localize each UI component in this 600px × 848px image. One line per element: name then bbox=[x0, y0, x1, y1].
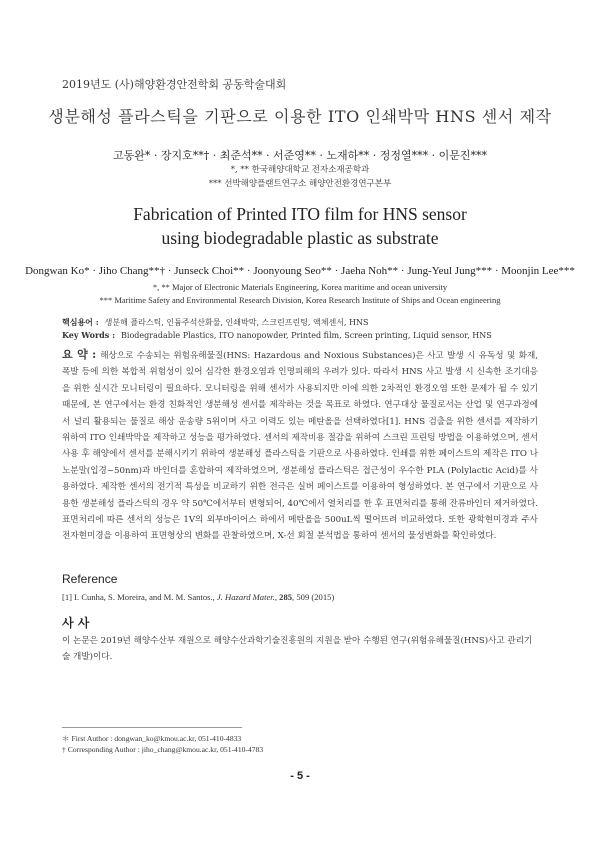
reference-prefix: [1] I. Cunha, S. Moreira, and M. M. Santos., bbox=[62, 592, 217, 602]
english-keywords bbox=[62, 330, 492, 340]
english-title-line-2: using biodegradable plastic as substrate bbox=[161, 228, 439, 248]
korean-keywords bbox=[62, 317, 368, 328]
page-number: - 5 - bbox=[290, 770, 310, 782]
footnote-first-author: ＊ First Author : dongwan_ko@kmou.ac.kr, 051-410-4833 bbox=[62, 734, 242, 743]
conference-header: 2019년도 (사)해양환경안전학회 공동학술대회 bbox=[62, 78, 287, 91]
english-authors: Dongwan Ko* · Jiho Chang**† · Junseck Choi** · Joonyoung Seo** · Jaeha Noh** · Jung-Yeul Jung*** · Moonjin Lee*** bbox=[25, 265, 575, 277]
english-title bbox=[0, 202, 600, 250]
korean-keywords-label: 핵심용어 : bbox=[62, 317, 99, 327]
reference-heading: Reference bbox=[62, 572, 118, 586]
english-keywords-text: Biodegradable Plastics, ITO nanopowder, Printed film, Screen printing, Liquid sensor, HNS bbox=[121, 331, 492, 340]
english-title-line-1: Fabrication of Printed ITO film for HNS sensor bbox=[133, 204, 467, 224]
english-affiliation-1: *, ** Major of Electronic Materials Engineering, Korea maritime and ocean university bbox=[152, 282, 448, 292]
abstract bbox=[62, 347, 538, 545]
acknowledgement-text: 이 논문은 2019년 해양수산부 재원으로 해양수산과학기술진흥원의 지원을 받아 수행된 연구(위험유해물질(HNS)사고 관리기술 개발)이다. bbox=[62, 636, 533, 663]
korean-keywords-text: 생분해 플라스틱, 인듐주석산화물, 인쇄박막, 스크린프린팅, 액체센서, HNS bbox=[104, 318, 369, 327]
english-affiliation-2: *** Maritime Safety and Environmental Research Division, Korea Research Institute of Ships and Ocean engineering bbox=[99, 295, 501, 305]
reference-rest: , 509 (2015) bbox=[292, 592, 335, 602]
abstract-label: 요 약 : bbox=[62, 348, 97, 361]
reference-volume: 285 bbox=[279, 592, 293, 602]
english-keywords-label: Key Words : bbox=[62, 330, 116, 340]
footnote-divider bbox=[62, 727, 242, 728]
footnote-corresponding-author: † Corresponding Author : jiho_chang@kmou.ac.kr, 051-410-4783 bbox=[62, 745, 264, 754]
korean-title: 생분해성 플라스틱을 기판으로 이용한 ITO 인쇄박막 HNS 센서 제작 bbox=[48, 107, 552, 126]
acknowledgement-heading: 사 사 bbox=[62, 616, 90, 630]
korean-affiliation-1: *, ** 한국해양대학교 전자소재공학과 bbox=[230, 165, 370, 175]
korean-affiliation-2: *** 선박해양플랜트연구소 해양안전환경연구본부 bbox=[208, 179, 392, 189]
abstract-text: 해상으로 수송되는 위험유해물질(HNS: Hazardous and Noxious Substances)은 사고 발생 시 유독성 및 화재, 폭발 등에 의한 복합적 위험성이 있어 심각한 환경오염과 인명피해의 우려가 있다. 따라서 HNS 사고 발생 시 신속한 조기대응을 위한 실시간 모니터링이 필요하다. 모니터링을 위해 센서가 사용되지만 이에 의한 2차적인 환경오염 또한 문제가 될 수 있기 때문에, 본 연구에서는 환경 친화적인 생분해성 센서를 제작하는 것을 목표로 하였다. 연구대상 물질로서는 산업 및 연구과정에서 널리 활용되는 물질로 해상 운송량 5위이며 사고 이력도 있는 메탄올을 선택하였다[1]. HNS 검출을 위한 센서를 제작하기 위하여 ITO 인쇄박막을 제작하고 성능을 평가하였다. 센서의 제작비용 절감을 위하여 스크린 프린팅 방법을 이용하였으며, 센서 사용 후 해양에서 센서를 분해시키기 위하여 생분해성 플라스틱을 기판으로 사용하였다. 인쇄를 위한 페이스트의 제작은 ITO 나노분말(입경~50nm)과 바인더를 혼합하여 제작하였으며, 생분해성 플라스틱은 접근성이 우수한 PLA (Polylactic Acid)를 사용하였다. 제작한 센서의 전기적 특성을 비교하기 위한 전극은 실버 페이스트를 이용하여 형성하였다. 본 연구에서 기판으로 사용한 생분해성 플라스틱의 경우 약 50℃에서부터 변형되어, 40℃에서 열처리를 한 후 표면처리를 통해 잔류바인더 제거하였다. 표면처리에 따른 센서의 성능은 1V의 외부바이어스 하에서 메탄올을 500uL씩 떨어뜨려 비교하였다. 또한 광학현미경과 주사전자현미경을 이용하여 표면형상의 변화를 관찰하였으며, X-선 회절 분석법을 통하여 센서의 물성변화를 확인하였다. bbox=[62, 351, 538, 542]
reference-journal: J. Hazard Mater. bbox=[216, 592, 275, 602]
reference-entry: [1] I. Cunha, S. Moreira, and M. M. Santos., J. Hazard Mater., 285, 509 (2015) bbox=[62, 592, 335, 602]
korean-authors: 고동완* · 장지호**† · 최준석** · 서준영** · 노재하** · 정정열*** · 이문진*** bbox=[112, 149, 488, 162]
